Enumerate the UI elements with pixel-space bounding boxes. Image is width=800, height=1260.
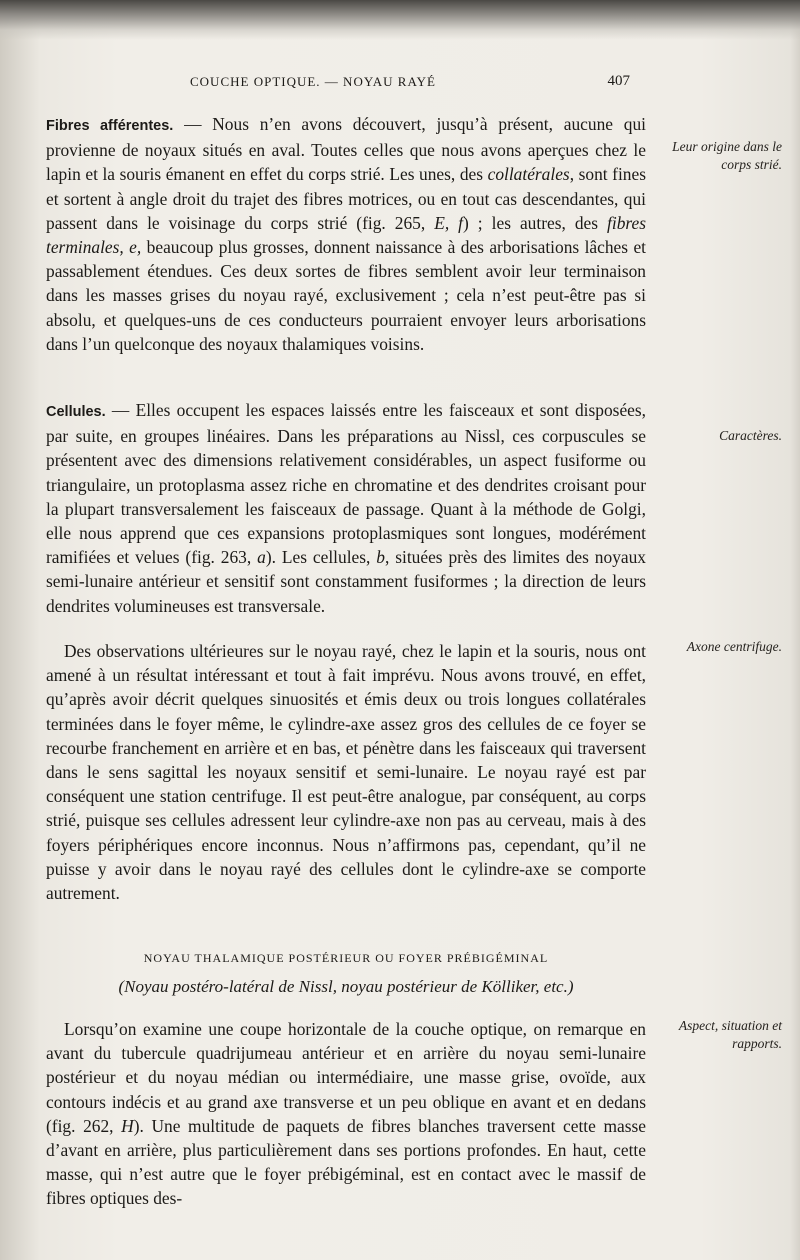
paragraph-text: ) ; les autres, des <box>463 212 608 233</box>
paragraph-italic: collatérales <box>487 164 570 185</box>
running-header <box>190 74 640 94</box>
paragraph-fibres-afferentes <box>46 112 646 356</box>
paragraph-text: ). Les cellules, <box>265 547 377 568</box>
paragraph-italic: H <box>121 1115 134 1136</box>
paragraph-italic: E, f <box>434 212 464 233</box>
paragraph-lead: Cellules. <box>46 404 106 420</box>
section-subtitle: (Noyau postéro-latéral de Nissl, noyau postérieur de Kölliker, etc.) <box>118 977 574 996</box>
paragraph-text: beaucoup plus grosses, donnent naissance à des arborisations lâches et passablement étendues. Ces deux sortes de fibres semblent avoir leur terminaison dans les masses grises du noyau rayé, exclusivement ; cela n’est peut-être pas si absolu, et quelques-uns de ces conducteurs pourraient envoyer leurs arborisations dans l’un quelconque des noyaux thalamiques voisins. <box>46 237 646 354</box>
paragraph-text: Des observations ultérieures sur le noyau rayé, chez le lapin et la souris, nous ont amené à un résultat intéressant et tout à fait imprévu. Nous avons trouvé, en effet, qu’après avoir décrit quelques sinuosités et émis deux ou trois longues collatérales terminées dans le foyer même, le cylindre-axe assez gros des cellules de ce foyer se recourbe franchement en arrière et en bas, et pénètre dans les faisceaux qui traversent dans le sens sagittal les noyaux sensitif et semi-lunaire. Le noyau rayé est par conséquent une station centrifuge. Il est peut-être analogue, par conséquent, au corps strié, puisque ses cellules adressent leur cylindre-axe non pas au cerveau, mais à des foyers périphériques encore inconnus. Nous n’affirmons pas, cependant, qu’il ne puisse y avoir dans le noyau rayé des cellules dont le cylindre-axe se comporte autrement. <box>46 641 646 904</box>
running-title: COUCHE OPTIQUE. — NOYAU RAYÉ <box>190 74 436 89</box>
paragraph-cellules <box>46 398 646 618</box>
paragraph-text: , sont fines et sortent à angle droit du trajet des fibres motrices, ou en tout cas descendantes, qui passent dans le voisinage du corps strié (fig. 265, <box>46 164 646 233</box>
paragraph-text: ). Une multitude de paquets de fibres blanches traversent cette masse d’avant en arrière, plus particulièrement dans ses portions profondes. En haut, cette masse, qui n’est autre que le foyer prébigéminal, est en contact avec le massif de fibres optiques des- <box>46 1115 646 1209</box>
paragraph-observations <box>46 639 646 905</box>
paragraph-text: — Elles occupent les espaces laissés entre les faisceaux et sont disposées, par suite, en groupes linéaires. Dans les préparations au Nissl, ces corpuscules se présentent avec des dimensions relativement considérables, un aspect fusiforme ou triangulaire, un protoplasma assez riche en chromatine et des dendrites croisant pour la plupart transversalement les faisceaux de passage. Quant à la méthode de Golgi, elle nous apprend que ces expansions protoplasmiques sont longues, modérément ramifiées et velues (fig. 263, <box>46 400 646 568</box>
paragraph-lead: Fibres afférentes. <box>46 118 174 134</box>
margin-note-aspect: Aspect, situation et rapports. <box>678 1018 782 1051</box>
paragraph-italic: fibres terminales, e, <box>46 212 646 258</box>
margin-note-caracteres: Caractères. <box>719 428 782 443</box>
page-top-shadow <box>0 0 800 40</box>
margin-note-axone: Axone centrifuge. <box>686 639 782 654</box>
margin-note-origine: Leur origine dans le corps strié. <box>672 139 782 172</box>
paragraph-text: , situées près des limites des noyaux semi-lunaire antérieur et sensitif sont constamment fusiformes ; la direction de leurs dendrites volumineuses est transversale. <box>46 547 646 616</box>
paragraph-text: Lorsqu’on examine une coupe horizontale de la couche optique, on remarque en avant du tubercule quadrijumeau antérieur et en arrière du noyau semi-lunaire postérieur et du noyau médian ou intermédiaire, une masse grise, ovoïde, aux contours indécis et au grand axe transverse et un peu oblique en avant et en dedans (fig. 262, <box>46 1019 646 1136</box>
paragraph-noyau-thalamique <box>46 1017 646 1211</box>
paragraph-italic: a <box>257 547 266 568</box>
section-title: NOYAU THALAMIQUE POSTÉRIEUR OU FOYER PRÉBIGÉMINAL <box>143 951 549 965</box>
paragraph-italic: b <box>376 547 385 568</box>
page-number: 407 <box>607 73 630 89</box>
paragraph-text: — Nous n’en avons découvert, jusqu’à présent, aucune qui provienne de noyaux situés en aval. Toutes celles que nous avons aperçues chez le lapin et la souris émanent en effet du corps strié. Les unes, des <box>46 114 646 185</box>
